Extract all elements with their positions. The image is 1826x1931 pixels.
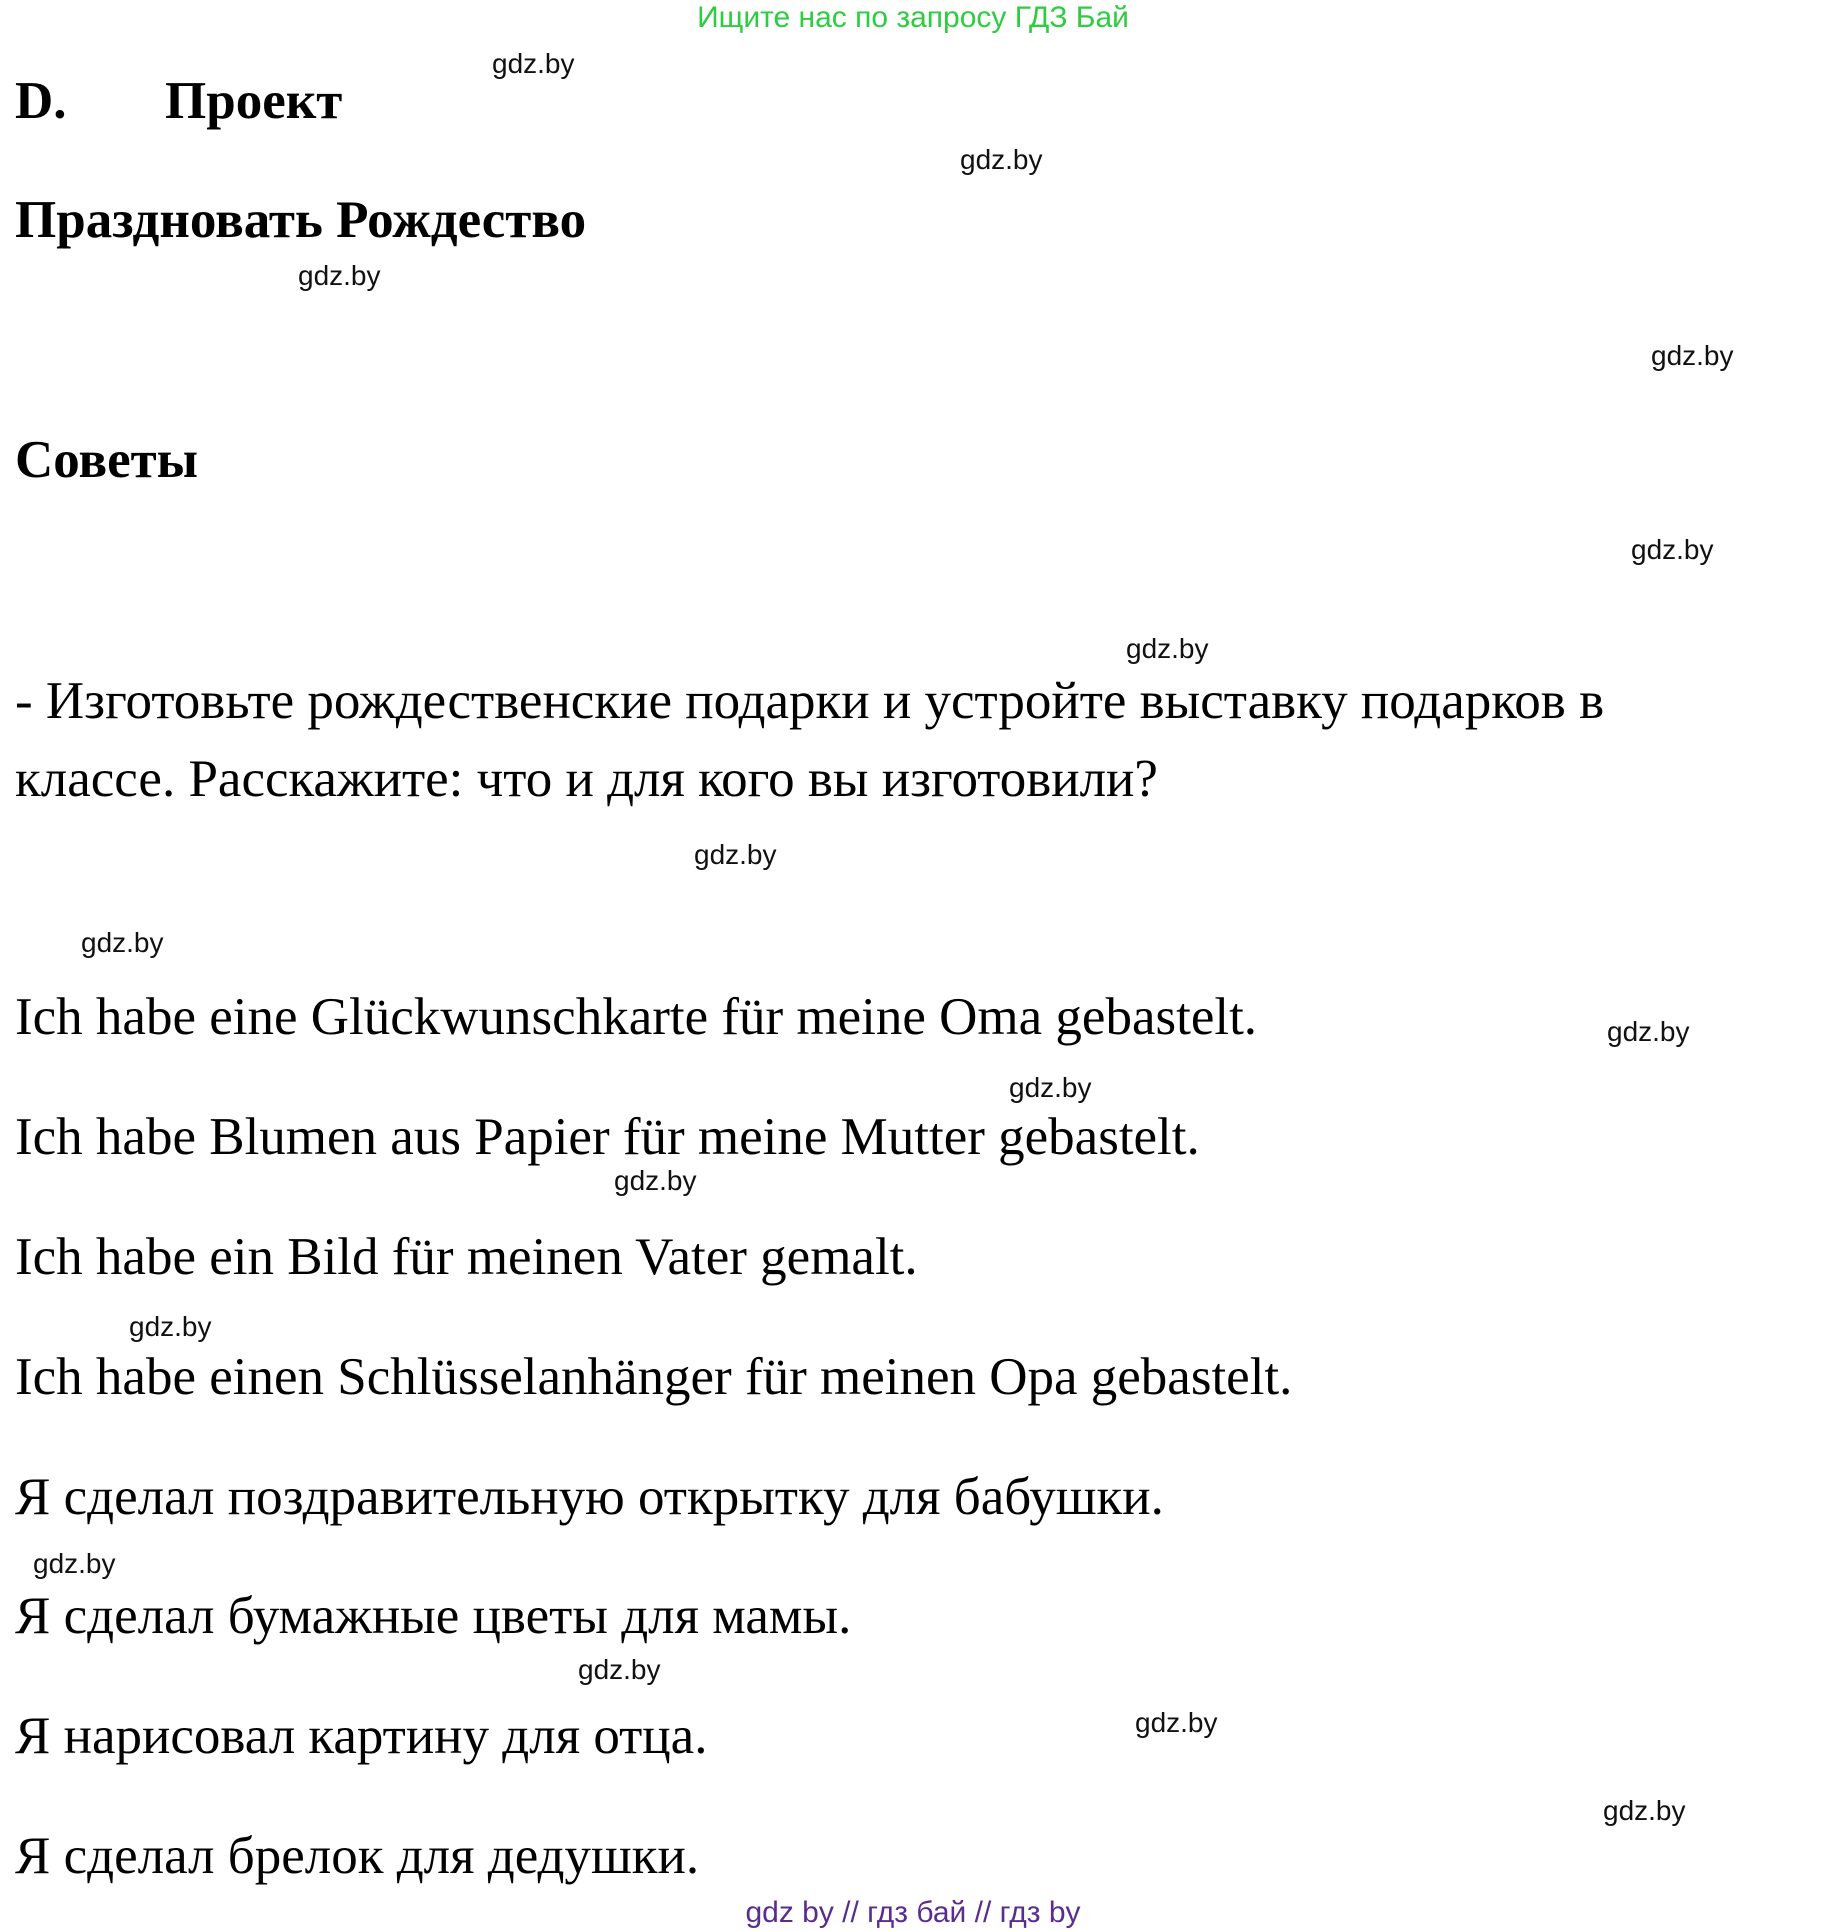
watermark: gdz.by: [1603, 1795, 1686, 1826]
watermark: gdz.by: [1651, 340, 1734, 371]
watermark: gdz.by: [81, 927, 164, 958]
watermark: gdz.by: [578, 1654, 661, 1685]
watermark: gdz.by: [298, 260, 381, 291]
watermark: gdz.by: [492, 48, 575, 79]
watermark: gdz.by: [960, 144, 1043, 175]
watermark: gdz.by: [1009, 1072, 1092, 1103]
watermark: gdz.by: [1135, 1707, 1218, 1738]
tips-heading: Советы: [15, 431, 199, 489]
german-sentence-3: Ich habe ein Bild für meinen Vater gemalt.: [15, 1228, 918, 1286]
footer-links: gdz by // гдз бай // гдз by: [745, 1896, 1081, 1929]
german-sentence-2: Ich habe Blumen aus Papier für meine Mutter gebastelt.: [15, 1108, 1200, 1166]
topic-heading: Праздновать Рождество: [15, 191, 587, 249]
task-line-1: - Изготовьте рождественские подарки и устройте выставку подарков в: [15, 672, 1605, 730]
russian-sentence-4: Я сделал брелок для дедушки.: [15, 1827, 700, 1885]
russian-sentence-1: Я сделал поздравительную открытку для бабушки.: [15, 1468, 1164, 1526]
watermark: gdz.by: [33, 1548, 116, 1579]
watermark: gdz.by: [1631, 534, 1714, 565]
russian-sentence-3: Я нарисовал картину для отца.: [15, 1707, 708, 1765]
watermark: gdz.by: [129, 1311, 212, 1342]
top-banner: Ищите нас по запросу ГДЗ Бай: [697, 1, 1129, 34]
task-line-2: классе. Расскажите: что и для кого вы изготовили?: [15, 750, 1158, 808]
watermark: gdz.by: [1607, 1016, 1690, 1047]
watermark: gdz.by: [694, 839, 777, 870]
russian-sentence-2: Я сделал бумажные цветы для мамы.: [15, 1587, 852, 1645]
watermark: gdz.by: [614, 1165, 697, 1196]
section-heading: [15, 70, 342, 132]
german-sentence-1: Ich habe eine Glückwunschkarte für meine Oma gebastelt.: [15, 988, 1258, 1046]
german-sentence-4: Ich habe einen Schlüsselanhänger für meinen Opa gebastelt.: [15, 1348, 1293, 1406]
section-title: Проект: [165, 72, 343, 130]
watermark: gdz.by: [1126, 633, 1209, 664]
section-letter: D.: [15, 72, 67, 130]
